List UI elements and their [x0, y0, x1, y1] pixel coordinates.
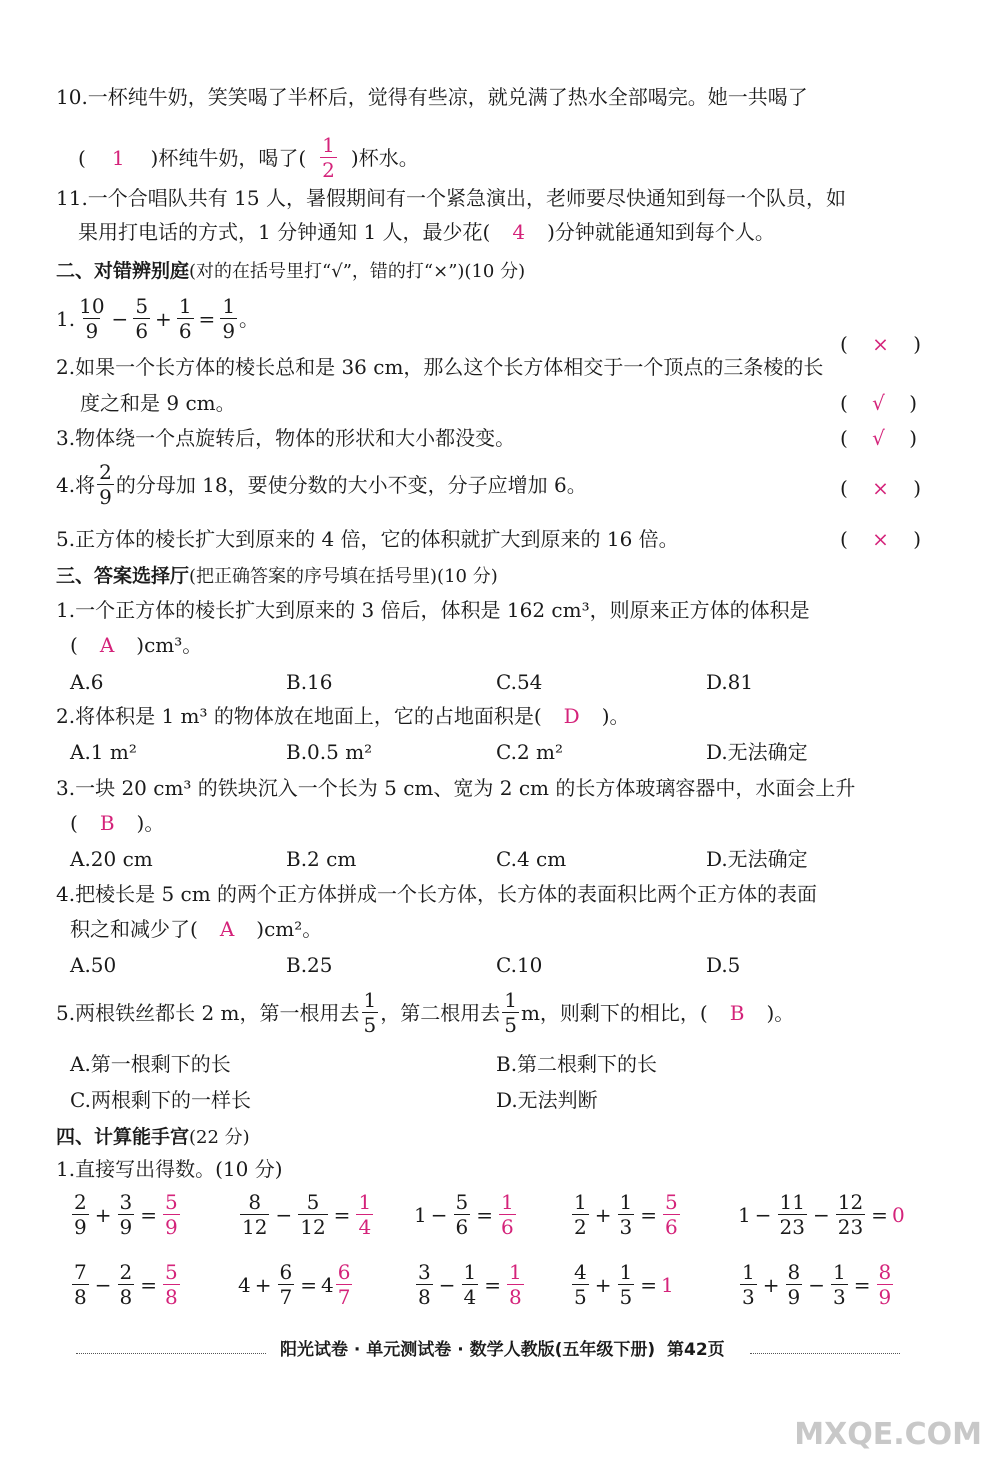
s3-q4-opt-c: C.10	[496, 953, 543, 977]
q10-line2: ( 1 )杯纯牛奶，喝了( $\frac{1}{2}$ )杯水。	[78, 133, 419, 182]
s3-q3-opt-a: A.20 cm	[70, 847, 153, 871]
s3-q2-opt-c: C.2 m²	[496, 740, 564, 764]
calc-r1-4: $\frac{1}{2}$ + $\frac{1}{3}$ = $\frac{5}{6}$	[574, 1190, 678, 1239]
calc-r1-5: 1 − $\frac{11}{23}$ − $\frac{12}{23}$ = 0	[738, 1190, 905, 1239]
s2-item-2-mark: ( √ )	[840, 391, 918, 415]
q10-answer-2: $\frac{1}{2}$	[322, 133, 335, 182]
s3-q3-opt-c: C.4 cm	[496, 847, 567, 871]
s3-q4-line2: 积之和减少了( A )cm²。	[70, 917, 323, 941]
q10-answer-1: 1	[111, 145, 125, 170]
section-3-heading: 三、答案选择厅(把正确答案的序号填在括号里)(10 分)	[56, 565, 498, 587]
calc-r1-1: $\frac{2}{9}$ + $\frac{3}{9}$ = $\frac{5}{9}$	[74, 1190, 178, 1239]
s2-item-1: 1. $\frac{10}{9}$ − $\frac{5}{6}$ + $\frac{1}{6}$ = $\frac{1}{9}$ 。	[56, 294, 260, 343]
s2-item-3-mark: ( √ )	[840, 426, 918, 450]
s3-q1-opt-b: B.16	[286, 670, 333, 694]
page-number: 第42页	[666, 1340, 725, 1360]
s3-q1-line1: 1.一个正方体的棱长扩大到原来的 3 倍后，体积是 162 cm³，则原来正方体的体积是	[56, 598, 810, 622]
s3-q5-opt-a: A.第一根剩下的长	[70, 1052, 231, 1076]
s2-item-3: 3.物体绕一个点旋转后，物体的形状和大小都没变。	[56, 426, 516, 450]
q11-line1: 11.一个合唱队共有 15 人，暑假期间有一个紧急演出，老师要尽快通知到每一个队员，如	[56, 186, 846, 210]
calc-r2-5: $\frac{1}{3}$ + $\frac{8}{9}$ − $\frac{1}{3}$ = $\frac{8}{9}$	[742, 1260, 892, 1309]
s3-q1-opt-a: A.6	[70, 670, 104, 694]
s3-q2: 2.将体积是 1 m³ 的物体放在地面上，它的占地面积是( D )。	[56, 704, 630, 728]
s2-item-4: 4.将 $\frac{2}{9}$ 的分母加 18，要使分数的大小不变，分子应增加 6。	[56, 460, 587, 509]
s3-q2-opt-d: D.无法确定	[706, 740, 808, 764]
s3-q2-opt-a: A.1 m²	[70, 740, 137, 764]
s3-q4-answer: A	[219, 917, 235, 941]
calc-r2-2: 4 + $\frac{6}{7}$ = 4 $\frac{6}{7}$	[238, 1260, 351, 1309]
s2-item-1-mark: ( × )	[840, 332, 922, 356]
q11-answer: 4	[512, 220, 526, 244]
footer-title: 阳光试卷 · 单元测试卷 · 数学人教版(五年级下册) 第42页	[280, 1340, 725, 1360]
calc-r2-1: $\frac{7}{8}$ − $\frac{2}{8}$ = $\frac{5}{8}$	[74, 1260, 178, 1309]
s4-sub-1: 1.直接写出得数。(10 分)	[56, 1157, 283, 1181]
section-2-heading: 二、对错辨别庭(对的在括号里打“√”，错的打“×”)(10 分)	[56, 260, 526, 282]
s2-item-2-line2: 度之和是 9 cm。	[80, 391, 236, 415]
s3-q5-answer: B	[729, 1000, 745, 1025]
s3-q4-opt-a: A.50	[70, 953, 117, 977]
s3-q3-opt-b: B.2 cm	[286, 847, 357, 871]
s3-q1-opt-c: C.54	[496, 670, 543, 694]
s3-q5-opt-c: C.两根剩下的一样长	[70, 1088, 251, 1112]
s3-q1-opt-d: D.81	[706, 670, 754, 694]
calc-r1-3: 1 − $\frac{5}{6}$ = $\frac{1}{6}$	[414, 1190, 514, 1239]
footer-rule-right	[750, 1353, 900, 1354]
calc-r2-4: $\frac{4}{5}$ + $\frac{1}{5}$ = 1	[574, 1260, 674, 1309]
footer-rule-left	[76, 1353, 266, 1354]
s3-q2-opt-b: B.0.5 m²	[286, 740, 373, 764]
s3-q4-opt-b: B.25	[286, 953, 333, 977]
calc-r2-3: $\frac{3}{8}$ − $\frac{1}{4}$ = $\frac{1}{8}$	[418, 1260, 522, 1309]
s3-q3-line1: 3.一块 20 cm³ 的铁块沉入一个长为 5 cm、宽为 2 cm 的长方体玻璃容器中，水面会上升	[56, 776, 856, 800]
s3-q3-answer: B	[99, 811, 115, 835]
watermark-logo: MXQE.COM	[794, 1417, 982, 1452]
q10-line1: 10.一杯纯牛奶，笑笑喝了半杯后，觉得有些凉，就兑满了热水全部喝完。她一共喝了	[56, 85, 808, 109]
s3-q4-line1: 4.把棱长是 5 cm 的两个正方体拼成一个长方体，长方体的表面积比两个正方体的表面	[56, 882, 818, 906]
s2-item-2: 2.如果一个长方体的棱长总和是 36 cm，那么这个长方体相交于一个顶点的三条棱的长	[56, 355, 824, 379]
section-4-heading: 四、计算能手宫(22 分)	[56, 1126, 250, 1148]
s2-item-4-mark: ( × )	[840, 476, 922, 500]
s2-item-5: 5.正方体的棱长扩大到原来的 4 倍，它的体积就扩大到原来的 16 倍。	[56, 527, 679, 551]
s3-q3-opt-d: D.无法确定	[706, 847, 808, 871]
s3-q4-opt-d: D.5	[706, 953, 741, 977]
s3-q3-line2: ( B )。	[70, 811, 165, 835]
s3-q5-opt-b: B.第二根剩下的长	[496, 1052, 658, 1076]
s3-q5-opt-d: D.无法判断	[496, 1088, 598, 1112]
calc-r1-2: $\frac{8}{12}$ − $\frac{5}{12}$ = $\frac{1}{4}$	[242, 1190, 372, 1239]
s3-q2-answer: D	[563, 704, 580, 728]
s2-item-5-mark: ( × )	[840, 527, 922, 551]
s3-q1-answer: A	[99, 633, 115, 657]
s3-q5: 5.两根铁丝都长 2 m，第一根用去 $\frac{1}{5}$ ，第二根用去 $\frac{1}{5}$ m，则剩下的相比，( B )。	[56, 988, 795, 1037]
s3-q1-line2: ( A )cm³。	[70, 633, 203, 657]
q11-line2: 果用打电话的方式，1 分钟通知 1 人，最少花( 4 )分钟就能通知到每个人。	[78, 220, 775, 244]
